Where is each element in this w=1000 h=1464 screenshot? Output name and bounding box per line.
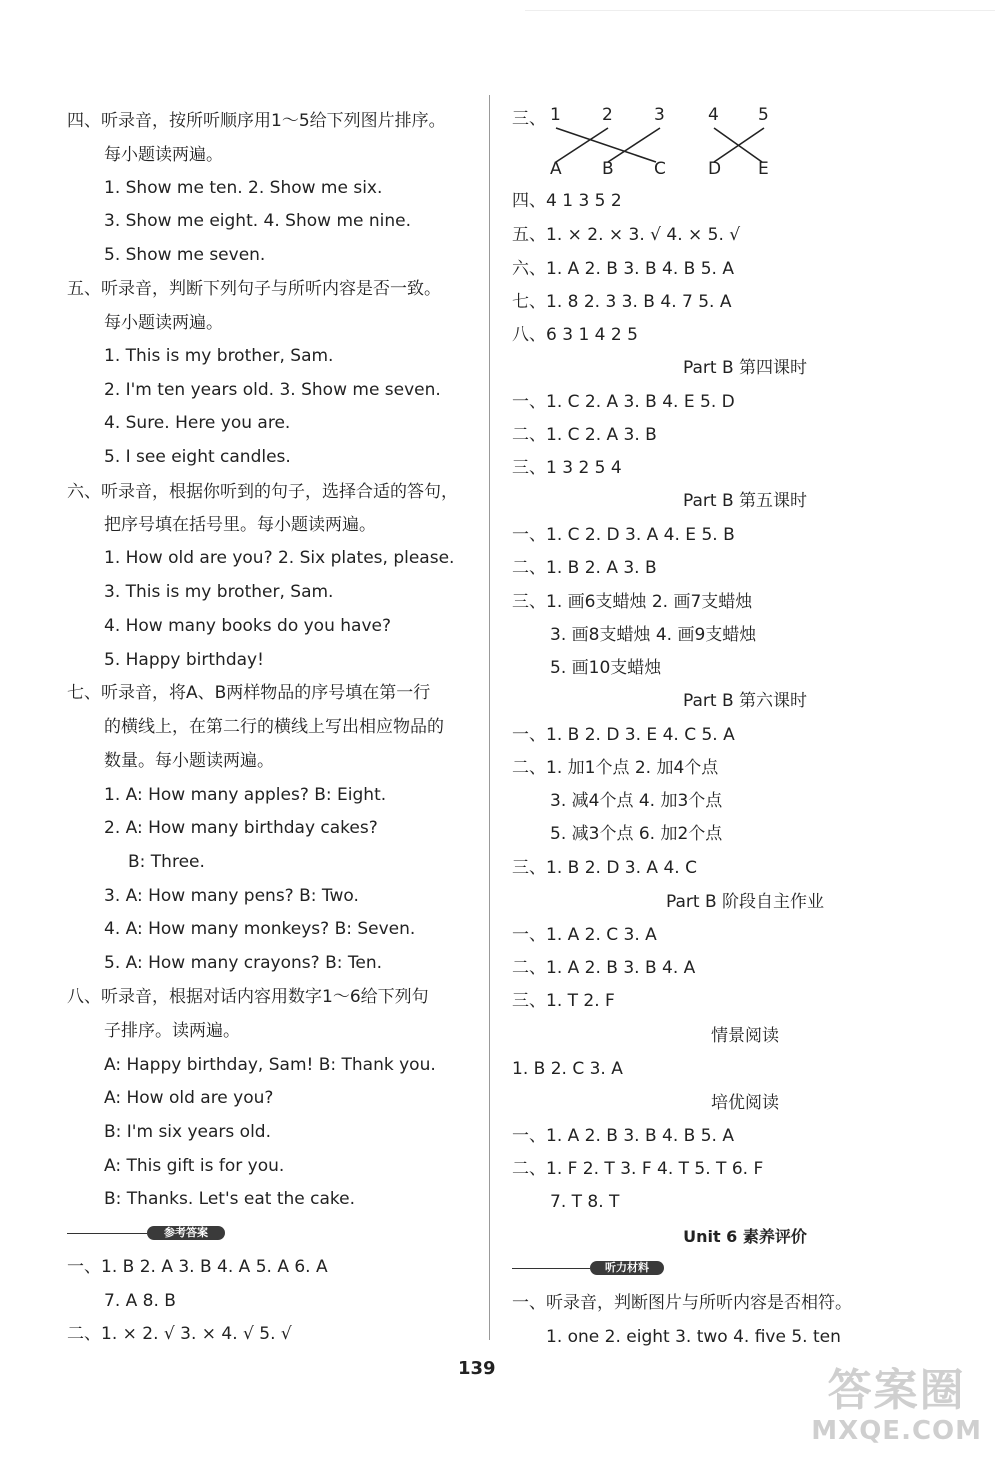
text-line: B: Thanks. Let's eat the cake. — [104, 1189, 355, 1209]
matching-diagram — [512, 104, 792, 178]
text-line: 的横线上，在第二行的横线上写出相应物品的 — [104, 717, 444, 737]
text-line: 把序号填在括号里。每小题读两遍。 — [104, 515, 376, 535]
answers-label-bar — [67, 1226, 227, 1240]
text-line: B: Three. — [128, 852, 205, 872]
answer-line: 六、1. A 2. B 3. B 4. B 5. A — [512, 259, 734, 279]
match-letter: E — [758, 159, 769, 179]
match-line — [556, 128, 656, 162]
page-number: 139 — [458, 1358, 496, 1379]
answer-line: 五、1. × 2. × 3. √ 4. × 5. √ — [512, 225, 741, 245]
text-line: 子排序。读两遍。 — [104, 1021, 240, 1041]
answer-line: 三、1. 画6支蜡烛 2. 画7支蜡烛 — [512, 592, 753, 612]
matching-prefix: 三、 — [512, 109, 546, 129]
text-line: 3. Show me eight. 4. Show me nine. — [104, 211, 411, 231]
divider — [512, 1268, 590, 1269]
text-line: 数量。每小题读两遍。 — [104, 751, 274, 771]
text-line: 5. A: How many crayons? B: Ten. — [104, 953, 382, 973]
match-number: 3 — [654, 105, 665, 125]
watermark-bottom: MXQE.COM — [811, 1416, 982, 1446]
text-line: 4. How many books do you have? — [104, 616, 391, 636]
answers-label: 参考答案 — [147, 1226, 225, 1240]
answer-line: 二、1. 加1个点 2. 加4个点 — [512, 758, 719, 778]
answer-line: 二、1. C 2. A 3. B — [512, 425, 657, 445]
answer-line: 二、1. × 2. √ 3. × 4. √ 5. √ — [67, 1324, 292, 1344]
section-7-heading: 七、听录音，将A、B两样物品的序号填在第一行 — [67, 683, 431, 703]
top-edge — [525, 10, 995, 11]
answer-line: 七、1. 8 2. 3 3. B 4. 7 5. A — [512, 292, 732, 312]
watermark-top: 答案圈 — [827, 1365, 966, 1416]
text-line: 2. I'm ten years old. 3. Show me seven. — [104, 380, 441, 400]
column-divider — [489, 95, 490, 1340]
answer-line: 二、1. F 2. T 3. F 4. T 5. T 6. F — [512, 1159, 764, 1179]
answer-line: 一、1. C 2. D 3. A 4. E 5. B — [512, 525, 735, 545]
match-line — [556, 128, 608, 162]
section-4-heading: 四、听录音，按所听顺序用1～5给下列图片排序。 — [67, 111, 446, 131]
watermark — [811, 1366, 982, 1446]
text-line: 3. A: How many pens? B: Two. — [104, 886, 359, 906]
answer-line: 三、1 3 2 5 4 — [512, 458, 622, 478]
unit-title: Unit 6 素养评价 — [683, 1227, 807, 1246]
text-line: 1. Show me ten. 2. Show me six. — [104, 178, 383, 198]
text-line: A: This gift is for you. — [104, 1156, 285, 1176]
answer-line: 三、1. B 2. D 3. A 4. C — [512, 858, 697, 878]
match-letter: D — [708, 159, 722, 179]
match-number: 5 — [758, 105, 769, 125]
text-line: 4. A: How many monkeys? B: Seven. — [104, 919, 416, 939]
section-5-heading: 五、听录音，判断下列句子与所听内容是否一致。 — [67, 279, 441, 299]
answer-line: 一、1. B 2. A 3. B 4. A 5. A 6. A — [67, 1257, 328, 1277]
listening-line: 1. one 2. eight 3. two 4. five 5. ten — [546, 1327, 841, 1347]
answer-line: 一、1. B 2. D 3. E 4. C 5. A — [512, 725, 735, 745]
stage-title: Part B 阶段自主作业 — [665, 892, 825, 912]
scene-reading-title: 情景阅读 — [711, 1026, 779, 1046]
part4-title: Part B 第四课时 — [682, 358, 808, 378]
answer-line: 二、1. A 2. B 3. B 4. A — [512, 958, 696, 978]
match-letter: A — [550, 159, 562, 179]
text-line: 1. How old are you? 2. Six plates, please. — [104, 548, 455, 568]
text-line: A: How old are you? — [104, 1088, 274, 1108]
answer-line: 3. 画8支蜡烛 4. 画9支蜡烛 — [550, 625, 757, 645]
answer-line: 四、4 1 3 5 2 — [512, 191, 622, 211]
text-line: 2. A: How many birthday cakes? — [104, 818, 378, 838]
answer-line: 八、6 3 1 4 2 5 — [512, 325, 638, 345]
match-number: 1 — [550, 105, 561, 125]
answer-line: 5. 画10支蜡烛 — [550, 658, 662, 678]
answer-line: 3. 减4个点 4. 加3个点 — [550, 791, 723, 811]
text-line: 1. This is my brother, Sam. — [104, 346, 334, 366]
text-line: 5. Happy birthday! — [104, 650, 264, 670]
answer-line: 7. A 8. B — [104, 1291, 176, 1311]
answer-line: 一、1. C 2. A 3. B 4. E 5. D — [512, 392, 735, 412]
answer-line: 二、1. B 2. A 3. B — [512, 558, 657, 578]
text-line: 3. This is my brother, Sam. — [104, 582, 334, 602]
text-line: 每小题读两遍。 — [104, 145, 223, 165]
match-letter: C — [654, 159, 666, 179]
match-number: 4 — [708, 105, 719, 125]
match-letter: B — [602, 159, 614, 179]
answer-line: 三、1. T 2. F — [512, 991, 615, 1011]
listening-label-bar — [512, 1261, 672, 1275]
answer-line: 一、1. A 2. B 3. B 4. B 5. A — [512, 1126, 734, 1146]
match-number: 2 — [602, 105, 613, 125]
section-8-heading: 八、听录音，根据对话内容用数字1～6给下列句 — [67, 987, 429, 1007]
text-line: B: I'm six years old. — [104, 1122, 271, 1142]
divider — [67, 1233, 147, 1234]
part6-title: Part B 第六课时 — [682, 691, 808, 711]
text-line: A: Happy birthday, Sam! B: Thank you. — [104, 1055, 436, 1075]
text-line: 4. Sure. Here you are. — [104, 413, 291, 433]
text-line: 1. A: How many apples? B: Eight. — [104, 785, 387, 805]
match-line — [608, 128, 660, 162]
answer-line: 5. 减3个点 6. 加2个点 — [550, 824, 723, 844]
listening-label: 听力材料 — [590, 1261, 664, 1275]
text-line: 5. Show me seven. — [104, 245, 266, 265]
answer-line: 一、1. A 2. C 3. A — [512, 925, 657, 945]
listening-line: 一、听录音，判断图片与所听内容是否相符。 — [512, 1293, 852, 1313]
text-line: 每小题读两遍。 — [104, 313, 223, 333]
advanced-reading-title: 培优阅读 — [711, 1093, 779, 1113]
section-6-heading: 六、听录音，根据你听到的句子，选择合适的答句， — [67, 482, 458, 502]
answer-line: 7. T 8. T — [550, 1192, 620, 1212]
text-line: 5. I see eight candles. — [104, 447, 291, 467]
answer-line: 1. B 2. C 3. A — [512, 1059, 623, 1079]
part5-title: Part B 第五课时 — [682, 491, 808, 511]
